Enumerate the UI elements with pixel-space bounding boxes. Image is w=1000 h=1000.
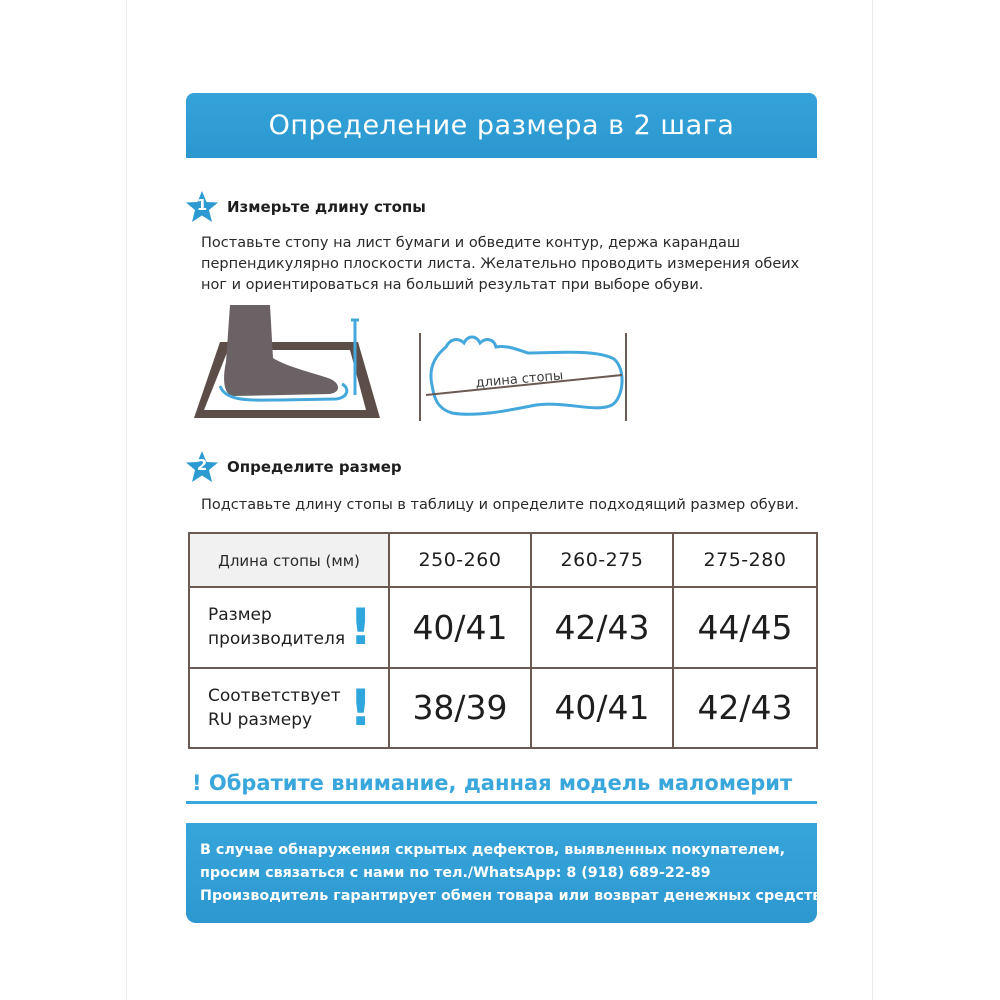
row-label-manufacturer: Размер производителя ! <box>189 587 389 668</box>
star-icon <box>185 190 219 224</box>
step-1-line: ног и ориентироваться на больший результат при выборе обуви. <box>201 277 704 293</box>
step-1-description <box>201 233 799 296</box>
left-margin-line <box>126 0 127 1000</box>
step-1-title: Измерьте длину стопы <box>227 198 426 216</box>
table-cell: 42/43 <box>531 587 673 668</box>
foot-length-label: длина стопы <box>475 368 564 391</box>
step-2-description: Подставьте длину стопы в таблицу и определите подходящий размер обуви. <box>201 497 799 513</box>
footer-line: просим связаться с нами по тел./WhatsApp: 8 (918) 689-22-89 <box>200 865 711 881</box>
right-margin-line <box>872 0 873 1000</box>
row-label-ru-size: Соответствует RU размеру ! <box>189 668 389 749</box>
table-header-label: Длина стопы (мм) <box>189 533 389 587</box>
star-icon <box>185 450 219 484</box>
foot-on-paper-illustration <box>190 300 390 425</box>
step-1-number: 1 <box>196 196 208 214</box>
step-2-title: Определите размер <box>227 458 402 476</box>
table-header-row <box>189 533 817 587</box>
footer-line: В случае обнаружения скрытых дефектов, выявленных покупателем, <box>200 842 786 858</box>
step-1-line: перпендикулярно плоскости листа. Желательно проводить измерения обеих <box>201 256 800 272</box>
page-title: Определение размера в 2 шага <box>268 110 735 141</box>
header-banner <box>186 93 817 158</box>
table-row <box>189 668 817 749</box>
table-row <box>189 587 817 668</box>
notice-underline <box>186 801 817 804</box>
step-2-heading <box>185 450 402 484</box>
table-cell: 40/41 <box>389 587 531 668</box>
footer-line: Производитель гарантирует обмен товара или возврат денежных средств! <box>200 888 828 904</box>
step-2-number: 2 <box>196 456 208 474</box>
table-cell: 38/39 <box>389 668 531 749</box>
table-header-range: 275-280 <box>673 533 817 587</box>
table-header-range: 250-260 <box>389 533 531 587</box>
size-table <box>188 532 818 749</box>
exclamation-icon: ! <box>349 598 372 657</box>
step-1-line: Поставьте стопу на лист бумаги и обведите контур, держа карандаш <box>201 235 741 251</box>
table-cell: 44/45 <box>673 587 817 668</box>
table-cell: 42/43 <box>673 668 817 749</box>
exclamation-icon: ! <box>349 678 372 737</box>
table-header-range: 260-275 <box>531 533 673 587</box>
table-cell: 40/41 <box>531 668 673 749</box>
footer-banner <box>186 823 828 923</box>
size-notice: ! Обратите внимание, данная модель маломерит <box>192 771 793 795</box>
foot-length-diagram <box>416 325 636 425</box>
step-1-heading <box>185 190 426 224</box>
